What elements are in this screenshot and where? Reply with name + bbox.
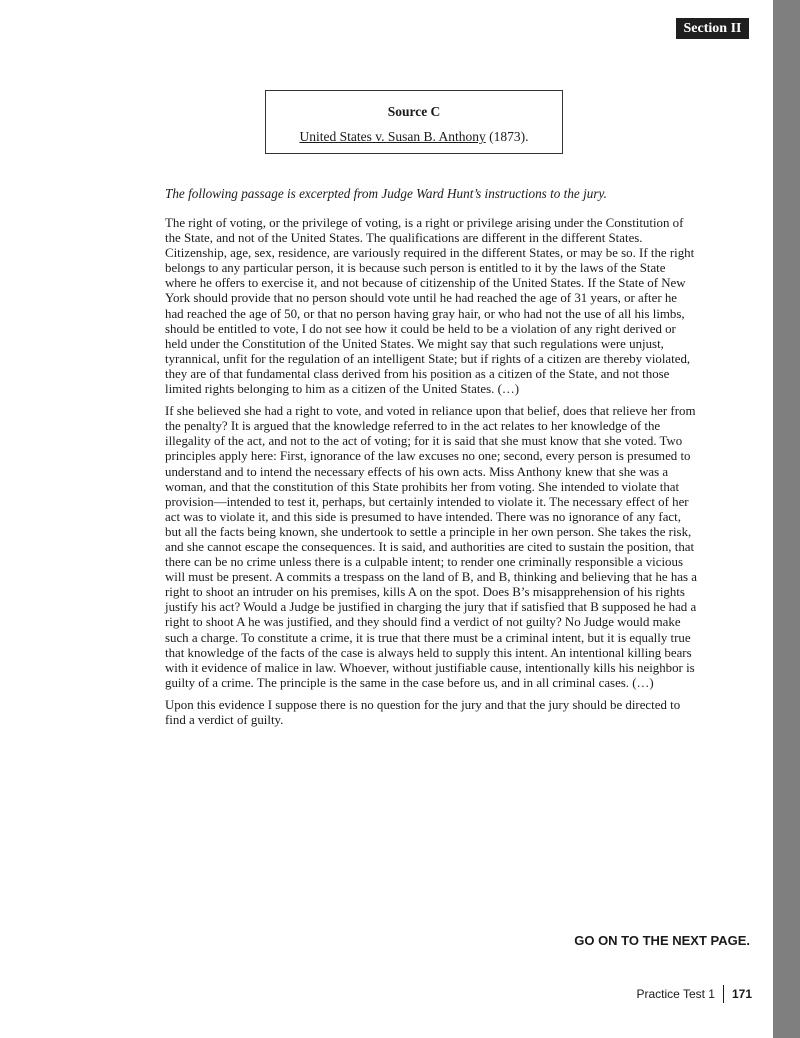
case-year: (1873). [485, 129, 529, 144]
footer-label: Practice Test 1 [636, 987, 715, 1002]
paragraph-2: If she believed she had a right to vote, and voted in reliance upon that belief, does that relieve her from the penalty? It is argued that the knowledge referred to in the act relates to her knowledge of the illegality of the act, and not to the act of voting; for it is said that she must know that she voted. Two principles apply here: First, ignorance of the law excuses no one; second, every person is presumed to understand and to intend the necessary effects of his own acts. Miss Anthony knew that she was a woman, and that the constitution of this State prohibits her from voting. She intended to violate that provision—intended to test it, perhaps, but certainly intended to violate it. The necessary effect of her act was to violate it, and this side is presumed to have intended. There was no ignorance of any fact, but all the facts being known, she undertook to settle a principle in her own person. She takes the risk, and she cannot escape the consequences. It is said, and authorities are cited to sustain the position, that there can be no crime unless there is a culpable intent; to render one criminally responsible a vicious will must be present. A commits a trespass on the land of B, and B, thinking and believing that he has a right to shoot an intruder on his premises, kills A on the spot. Does B’s misapprehension of his rights justify his act? Would a Judge be justified in charging the jury that if satisfied that B supposed he had a right to shoot A he was justified, and they should find a verdict of not guilty? No Judge would make such a charge. To constitute a crime, it is true that there must be a criminal intent, but it is equally true that knowledge of the facts of the case is always held to supply this intent. An intentional killing bears with it evidence of malice in law. Whoever, without justifiable cause, intentionally kills his neighbor is guilty of a crime. The principle is the same in the case before us, and in all criminal cases. (…) [165, 404, 698, 690]
paragraph-3: Upon this evidence I suppose there is no question for the jury and that the jury should be directed to find a verdict of guilty. [165, 697, 681, 727]
passage [165, 216, 697, 735]
section-tab: Section II [676, 18, 749, 39]
source-citation [266, 129, 562, 145]
passage-intro: The following passage is excerpted from Judge Ward Hunt’s instructions to the jury. [165, 186, 607, 201]
footer [560, 986, 752, 1002]
footer-divider [723, 985, 724, 1003]
next-page-notice: GO ON TO THE NEXT PAGE. [574, 933, 750, 948]
page-number: 171 [731, 987, 752, 1002]
side-bar [773, 0, 800, 1038]
case-name: United States v. Susan B. Anthony [299, 129, 486, 144]
source-title: Source C [387, 104, 441, 119]
paragraph-1: The right of voting, or the privilege of voting, is a right or privilege arising under the Constitution of the State, and not of the United States. The qualifications are different in the different States. Citizenship, age, sex, residence, are variously required in the different States, or may be so. If the right belongs to any particular person, it is because such person is entitled to it by the laws of the State where he offers to exercise it, and not because of citizenship of the United States. If the State of New York should provide that no person should vote until he had reached the age of 31 years, or after he had reached the age of 50, or that no person having gray hair, or who had not the use of all his limbs, should be entitled to vote, I do not see how it could be held to be a violation of any right derived or held under the Constitution of the United States. We might say that such regulations were unjust, tyrannical, unfit for the regulation of an intelligent State; but if rights of a citizen are thereby violated, they are of that fundamental class derived from his position as a citizen of the State, and not those limited rights belonging to him as a citizen of the United States. (…) [165, 216, 695, 397]
source-box [265, 90, 563, 154]
